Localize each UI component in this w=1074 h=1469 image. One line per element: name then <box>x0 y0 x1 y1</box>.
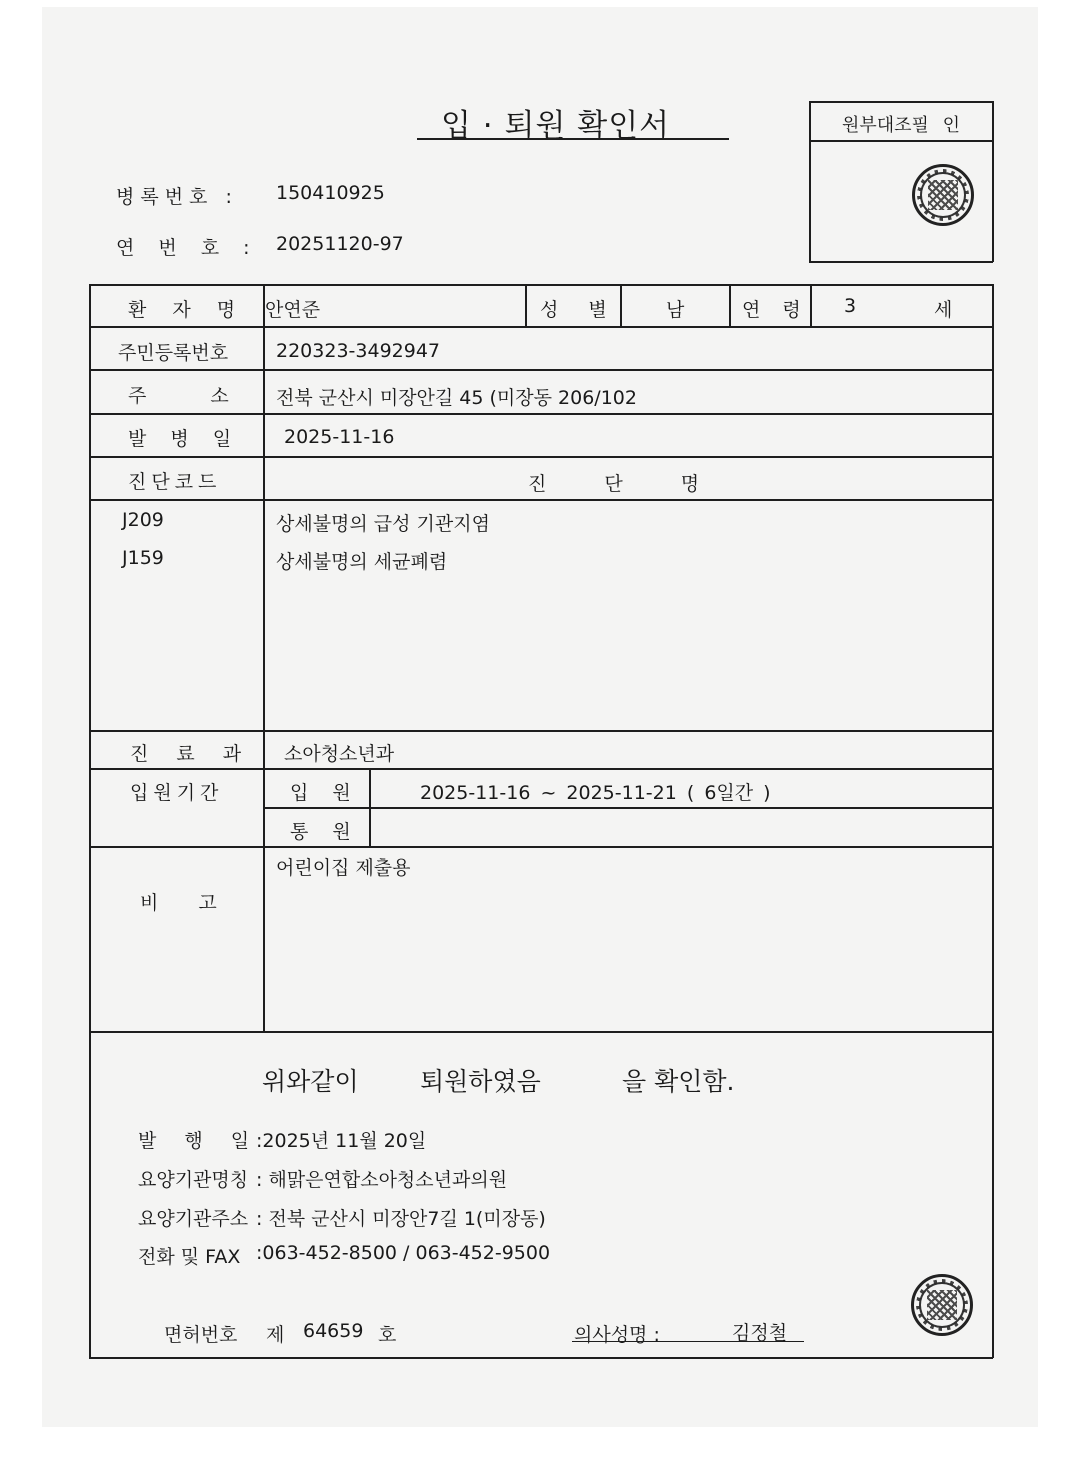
institution-address-label: 요양기관주소 <box>138 1208 249 1230</box>
table-bottom-border <box>89 1357 993 1359</box>
diagnosis-code: J159 <box>122 547 164 569</box>
license-label: 면허번호 <box>164 1324 238 1346</box>
remarks-label: 비 고 <box>140 892 217 914</box>
diagnosis-name: 상세불명의 급성 기관지염 <box>276 513 490 535</box>
inpatient-label: 입 원 <box>290 782 351 804</box>
confirmation-part1: 위와같이 <box>262 1067 359 1096</box>
resident-id: 220323-3492947 <box>276 340 441 362</box>
onset-date-label: 발 병 일 <box>128 428 238 450</box>
col-divider <box>525 284 527 327</box>
address: 전북 군산시 미장안길 45 (미장동 206/102 <box>276 387 637 409</box>
age-label: 연 령 <box>742 299 801 321</box>
diagnosis-code: J209 <box>122 509 164 531</box>
confirmation-part3: 을 확인함. <box>622 1067 735 1096</box>
serial-number: 20251120-97 <box>276 233 404 255</box>
doctor-signature-underline <box>572 1341 804 1342</box>
stamp-box-right <box>992 101 994 262</box>
sex-value: 남 <box>666 299 685 321</box>
remarks-text: 어린이집 제출용 <box>276 857 411 879</box>
diagnosis-name: 상세불명의 세균폐렴 <box>276 551 448 573</box>
stamp-box-bottom <box>809 261 993 263</box>
issue-date: :2025년 11월 20일 <box>256 1130 427 1152</box>
period-col-divider <box>369 768 371 847</box>
col-divider <box>620 284 622 327</box>
col-divider <box>810 284 812 327</box>
row-line <box>89 326 993 328</box>
col-divider <box>729 284 731 327</box>
period-label: 입원기간 <box>130 782 224 804</box>
diagnosis-name-header: 진 단 명 <box>528 473 700 495</box>
table-right-border <box>992 284 994 1358</box>
department-label: 진 료 과 <box>130 743 250 765</box>
record-number-label: 병록번호 : <box>116 186 238 208</box>
stamp-box-divider <box>809 140 993 142</box>
patient-name: 안연준 <box>265 299 321 321</box>
official-seal-stamp <box>912 164 974 226</box>
age-value: 3 <box>844 295 857 317</box>
age-unit: 세 <box>934 299 953 321</box>
outpatient-label: 통 원 <box>290 821 351 843</box>
row-line <box>89 456 993 458</box>
doctor-name-label: 의사성명 : <box>574 1324 660 1346</box>
institution-name: : 해맑은연합소아청소년과의원 <box>256 1169 508 1191</box>
onset-date: 2025-11-16 <box>284 426 395 448</box>
phone-fax: :063-452-8500 / 063-452-9500 <box>256 1242 551 1264</box>
row-line <box>89 1031 993 1033</box>
doctor-name: 김정철 <box>732 1322 788 1344</box>
table-left-border <box>89 284 91 1358</box>
issue-date-label: 발 행 일 <box>138 1130 250 1152</box>
doctor-seal-stamp <box>911 1274 973 1336</box>
license-number: 64659 <box>303 1320 364 1342</box>
license-prefix: 제 <box>266 1324 285 1346</box>
resident-id-label: 주민등록번호 <box>118 342 229 364</box>
inpatient-period: 2025-11-16 ~ 2025-11-21 ( 6일간 ) <box>420 782 771 804</box>
table-top-border <box>89 284 993 286</box>
institution-name-label: 요양기관명칭 <box>138 1169 249 1191</box>
stamp-box-left <box>809 101 811 262</box>
document-title: 입 · 퇴원 확인서 <box>441 108 671 144</box>
row-line <box>89 499 993 501</box>
record-number: 150410925 <box>276 182 385 204</box>
row-line <box>89 846 993 848</box>
title-underline <box>417 138 729 140</box>
department: 소아청소년과 <box>284 743 395 765</box>
original-box-label: 원부대조필 인 <box>842 115 961 136</box>
patient-name-label: 환 자 명 <box>128 299 244 321</box>
label-column-divider <box>263 284 265 1032</box>
serial-number-label: 연 번 호 : <box>116 237 256 259</box>
row-line-sub <box>263 807 993 809</box>
diagnosis-code-header: 진단코드 <box>128 471 222 493</box>
phone-fax-label: 전화 및 FAX <box>138 1246 241 1268</box>
row-line <box>89 369 993 371</box>
row-line <box>89 768 993 770</box>
confirmation-part2: 퇴원하였음 <box>420 1067 541 1096</box>
license-suffix: 호 <box>378 1324 397 1346</box>
row-line <box>89 413 993 415</box>
address-label: 주 소 <box>128 385 229 407</box>
stamp-box-top <box>809 101 993 103</box>
sex-label: 성 별 <box>540 299 607 321</box>
institution-address: : 전북 군산시 미장안7길 1(미장동) <box>256 1208 546 1230</box>
row-line <box>89 730 993 732</box>
